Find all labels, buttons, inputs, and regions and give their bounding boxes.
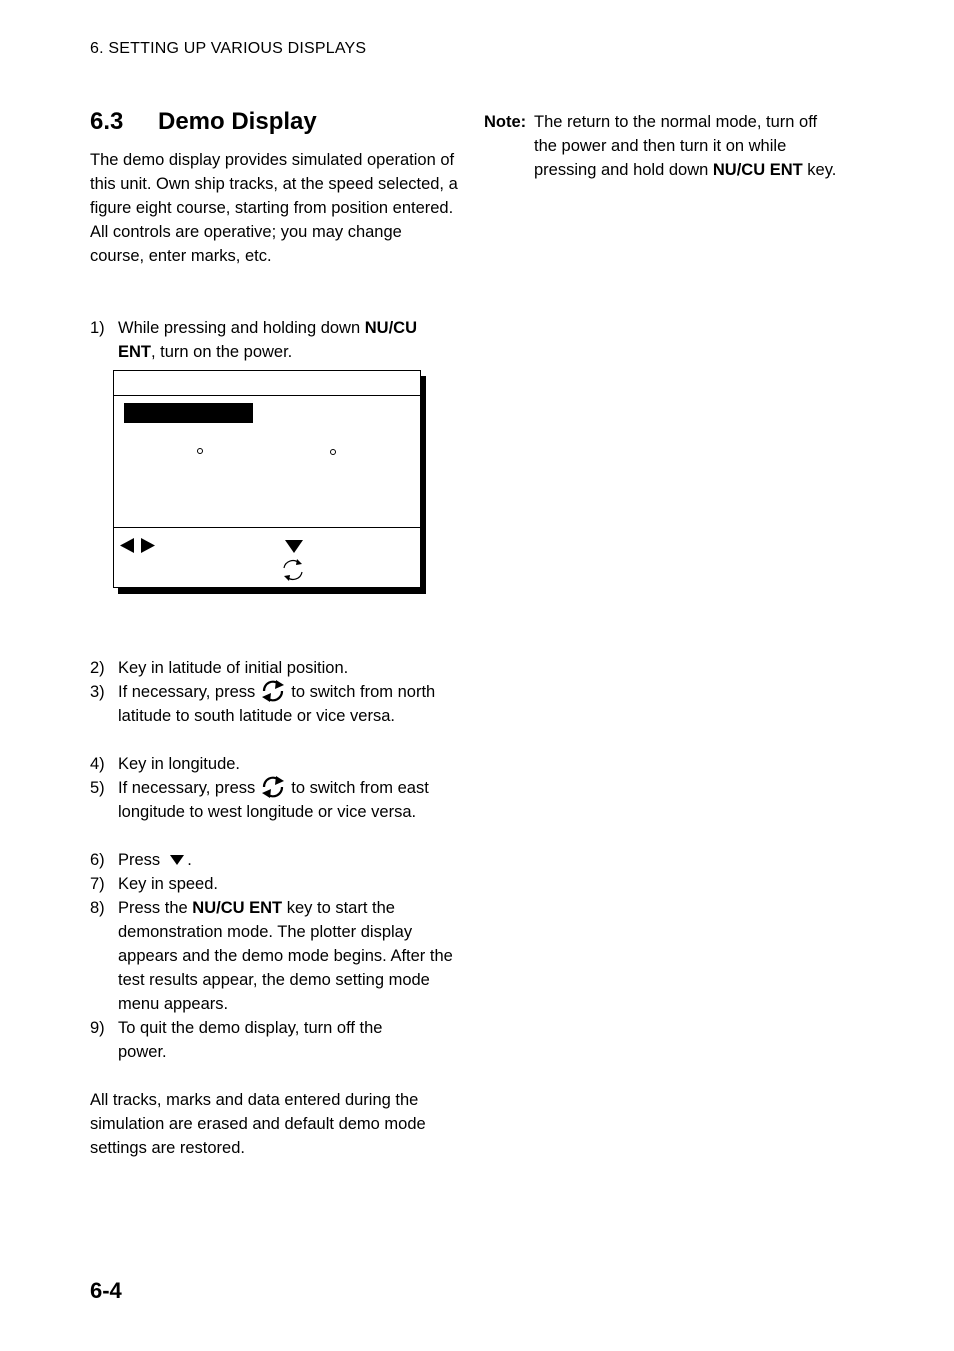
down-triangle-icon [283, 538, 305, 554]
step-number: 5) [90, 779, 105, 797]
step-number: 1) [90, 319, 105, 337]
step-text: While pressing and holding down NU/CU ENT, turn on the power. [118, 319, 417, 361]
step-number: 4) [90, 755, 105, 773]
screen-highlight-bar [124, 403, 253, 423]
step-number: 6) [90, 851, 105, 869]
chapter-header: 6. SETTING UP VARIOUS DISPLAYS [90, 40, 367, 57]
step-text: Key in latitude of initial position. [118, 659, 349, 677]
down-triangle-icon [169, 854, 185, 866]
intro-paragraph: The demo display provides simulated operation of this unit. Own ship tracks, at the speed selected, a figure eight course, starting from position entered. All controls are operative; you may change course, enter marks, etc. [90, 151, 458, 265]
left-triangle-icon [120, 538, 134, 553]
note-text: The return to the normal mode, turn off the power and then turn it on while pressing and hold down NU/CU ENT key. [534, 113, 837, 179]
degree-mark [197, 448, 203, 454]
step-text: If necessary, press to switch from east longitude to west longitude or vice versa. [118, 776, 458, 824]
section-title: Demo Display [158, 108, 317, 135]
note-label: Note: [484, 113, 527, 131]
step-text: Key in speed. [118, 875, 218, 893]
step-number: 7) [90, 875, 105, 893]
page-number: 6-4 [90, 1278, 122, 1303]
step-text: Key in longitude. [118, 755, 241, 773]
rotate-arrows-icon [280, 557, 306, 583]
rotate-arrows-icon [261, 776, 285, 798]
step-number: 9) [90, 1019, 105, 1037]
step-text: If necessary, press to switch from north latitude to south latitude or vice versa. [118, 680, 458, 728]
section-number: 6.3 [90, 108, 124, 135]
step-text: To quit the demo display, turn off the power. [118, 1019, 383, 1061]
rotate-arrows-icon [261, 680, 285, 702]
step-number: 2) [90, 659, 105, 677]
right-triangle-icon [141, 538, 155, 553]
degree-mark [330, 449, 336, 455]
closing-paragraph: All tracks, marks and data entered during the simulation are erased and default demo mode settings are restored. [90, 1091, 426, 1157]
step-number: 8) [90, 899, 105, 917]
step-text: Press . [118, 851, 192, 869]
step-text: Press the NU/CU ENT key to start the demonstration mode. The plotter display appears and the demo mode begins. After the test results appear, the demo setting mode menu appears. [118, 899, 453, 1013]
left-right-triangles [118, 536, 158, 556]
step-number: 3) [90, 683, 105, 701]
screen-divider-top [114, 395, 420, 396]
screen-divider-bottom [114, 527, 420, 528]
